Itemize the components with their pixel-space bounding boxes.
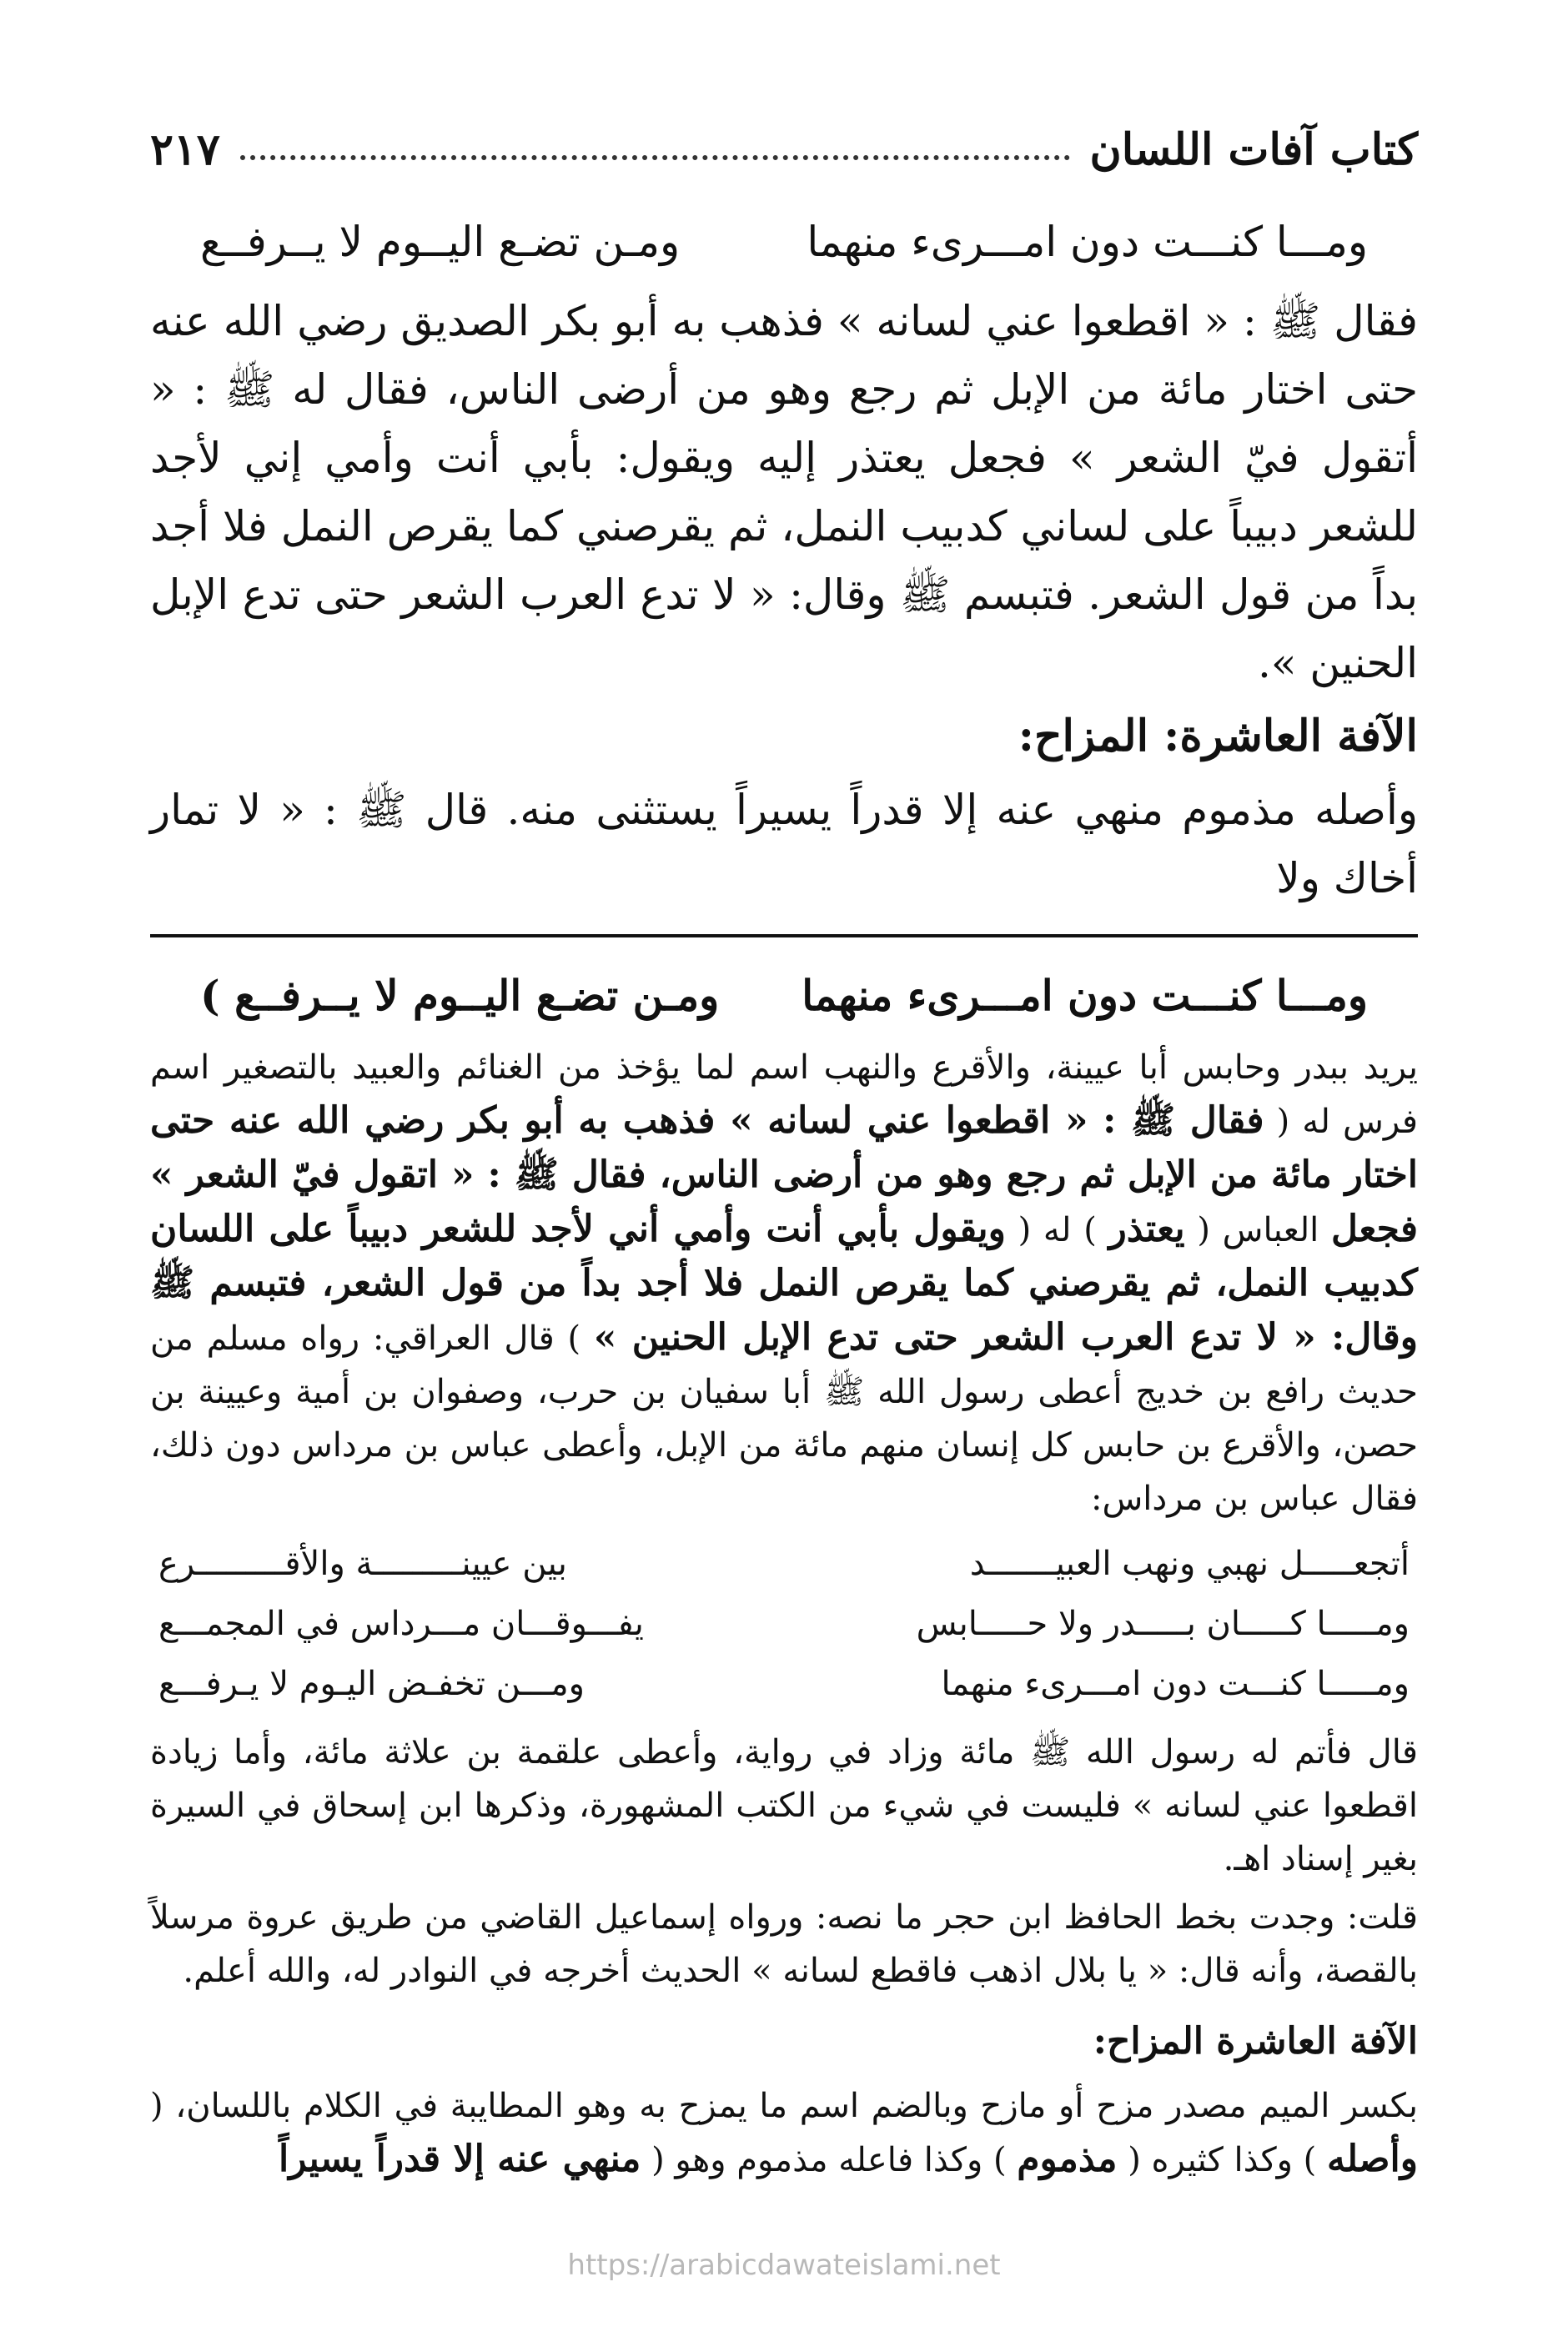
commentary-text: ) قال العراقي: رواه مسلم من حديث رافع بن خديج أعطى رسول الله ﷺ أبا سفيان بن حرب، وصفوان بن أمية وعيينة بن حصن، والأقرع بن حابس كل إنسان منهم مائة من الإبل، وأعطى عباس بن مرداس دون ذلك، فقال عباس بن مرداس: — [150, 1319, 1418, 1518]
quoted-matn: منهي عنه إلا قدراً يسيراً — [278, 2138, 641, 2180]
poem-line — [150, 1594, 1418, 1654]
dotted-leader — [240, 155, 1070, 160]
poem-first-hemistich: ومـــــا كنـــت دون امـــرىء منهما — [941, 1665, 1410, 1703]
quoted-matn: يعتذر — [1108, 1208, 1185, 1250]
commentary-paragraph-1 — [150, 1041, 1418, 1525]
main-paragraph-2: وأصله مذموم منهي عنه إلا قدراً يسيراً يستثنى منه. قال ﷺ : « لا تمار أخاك ولا — [150, 786, 1418, 902]
commentary-paragraph-3: قلت: وجدت بخط الحافظ ابن حجر ما نصه: ورواه إسماعيل القاضي من طريق عروة مرسلاً بالقصة، وأنه قال: « يا بلال اذهب فاقطع لسانه » الحديث أخرجه في النوادر له، والله أعلم. — [150, 1898, 1418, 1990]
verse-second-hemistich: ومـن تضـع اليــوم لا يــرفــع — [200, 218, 681, 266]
page-header — [150, 100, 1418, 175]
commentary-verse — [200, 962, 1368, 1029]
verse-first-hemistich: ومـــا كنـــت دون امـــرىء منهما — [807, 218, 1368, 266]
poem-first-hemistich: أتجعـــــل نهبي ونهب العبيـــــــد — [969, 1545, 1410, 1583]
quoted-matn: ويقول بأبي أنت وأمي أني لأجد للشعر دبيباً على اللسان كدبيب النمل، ثم يقرصني كما يقرص النمل فلا أجد بداً من قول الشعر، فتبسم ﷺ وقال: « لا تدع العرب الشعر حتى تدع الإبل الحنين » — [150, 1208, 1418, 1359]
main-paragraph-1: فقال ﷺ : « اقطعوا عني لسانه » فذهب به أبو بكر الصديق رضي الله عنه حتى اختار مائة من الإبل ثم رجع وهو من أرضى الناس، فقال له ﷺ : « أتقول فيّ الشعر » فجعل يعتذر إليه ويقول: بأبي أنت وأمي إني لأجد للشعر دبيباً على لساني كدبيب النمل، ثم يقرصني كما يقرص النمل فلا أجد بداً من قول الشعر. فتبسم ﷺ وقال: « لا تدع العرب الشعر حتى تدع الإبل الحنين ». — [150, 297, 1418, 687]
quoted-matn: وأصله — [1327, 2138, 1418, 2180]
watermark-url: https://arabicdawateislami.net — [567, 2249, 1001, 2282]
quoted-matn: مذموم — [1017, 2138, 1118, 2180]
main-section-heading: الآفة العاشرة: المزاح: — [1018, 711, 1418, 761]
poem-line — [150, 1534, 1418, 1594]
page-number: ٢١٧ — [150, 124, 220, 175]
poem-first-hemistich: ومـــــا كـــــان بـــــدر ولا حـــــابس — [916, 1605, 1410, 1643]
poem-second-hemistich: يفـــوقـــان مـــرداس في المجمـــع — [158, 1605, 644, 1643]
commentary-verse-second: ومـن تضـع اليــوم لا يــرفــع ) — [200, 971, 720, 1020]
separator-rule — [150, 934, 1418, 937]
commentary-text: بكسر الميم مصدر مزح أو مازح وبالضم اسم ما يمزح به وهو المطايبة في الكلام باللسان، ( — [150, 2087, 1418, 2125]
commentary-text: يريد ببدر وحابس أبا عيينة، والأقرع والنهب اسم لما يؤخذ من الغنائم والعبيد بالتصغير اسم فرس له ( — [150, 1048, 1419, 1141]
poem-line — [150, 1654, 1418, 1714]
main-verse — [200, 209, 1368, 275]
commentary-text: ) له ( — [1018, 1211, 1097, 1249]
commentary-paragraph-4 — [150, 2079, 1418, 2187]
book-title: كتاب آفات اللسان — [1089, 124, 1418, 175]
commentary-paragraph-2: قال فأتم له رسول الله ﷺ مائة وزاد في رواية، وأعطى علقمة بن علاثة مائة، وأما زيادة اقطعوا عني لسانه » فليست في شيء من الكتب المشهورة، وذكرها ابن إسحاق في السيرة بغير إسناد اهـ. — [150, 1733, 1418, 1878]
poem-second-hemistich: بين عيينـــــــــة والأقـــــــــرع — [158, 1545, 567, 1583]
commentary-text: ) وكذا فاعله مذموم وهو ( — [651, 2141, 1007, 2179]
commentary-text: ) وكذا كثيره ( — [1128, 2141, 1317, 2179]
quoted-matn: فقال ﷺ : « اقطعوا عني لسانه » فذهب به أبو بكر رضي الله عنه حتى اختار مائة من الإبل ثم رجع وهو من أرضى الناس، فقال ﷺ : « اتقول فيّ الشعر » فجعل — [150, 1099, 1418, 1250]
commentary-text: العباس ( — [1197, 1211, 1319, 1249]
poem-block — [150, 1534, 1418, 1714]
poem-second-hemistich: ومـــن تخفـض اليـوم لا يـرفـــع — [158, 1665, 585, 1703]
commentary-section-heading: الآفة العاشرة المزاح: — [1093, 2020, 1418, 2063]
commentary-verse-first: ومـــا كنـــت دون امـــرىء منهما — [802, 971, 1368, 1020]
